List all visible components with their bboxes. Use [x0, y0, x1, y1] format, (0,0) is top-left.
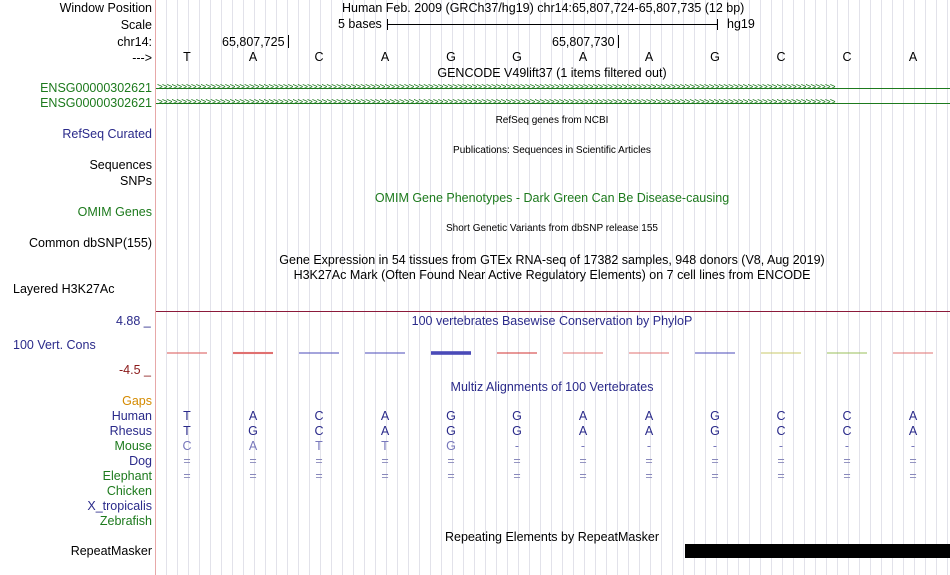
alignment-base: -	[910, 439, 916, 453]
strand-chevrons: >>>>>>>>>>>>>>>>>>>>>>>>>>>>>>>>>>>>>>>>>>>>>>>>>>>>>>>>>>>>>>>>>>>>>>>>>>>>>>>>>>>>>>>>>>>>>>>>>>>>>>>>>>>>>>>>>>>>>>>>>>>>>>>>>>>>>>>>>>>>	[157, 83, 835, 93]
alignment-base: -	[712, 439, 718, 453]
alignment-base: C	[314, 424, 324, 438]
scale-bar	[387, 24, 718, 25]
alignment-base: T	[381, 439, 389, 453]
alignment-base: =	[579, 454, 587, 468]
alignment-base: C	[776, 424, 786, 438]
alignment-base: =	[513, 454, 521, 468]
repeat-title: Repeating Elements by RepeatMasker	[444, 530, 660, 544]
alignment-base: A	[578, 424, 588, 438]
base-letter: A	[644, 50, 654, 64]
sequences-label[interactable]: Sequences	[89, 158, 152, 172]
alignment-base: =	[381, 469, 389, 483]
species-label-dog[interactable]: Dog	[129, 454, 152, 468]
alignment-base: =	[249, 454, 257, 468]
alignment-base: =	[777, 469, 785, 483]
alignment-base: G	[512, 409, 522, 423]
pubs-title: Publications: Sequences in Scientific Articles	[453, 145, 651, 156]
dbsnp-title: Short Genetic Variants from dbSNP release 155	[446, 223, 658, 234]
phylop-bar	[431, 351, 471, 355]
alignment-base: =	[579, 469, 587, 483]
alignment-base: G	[248, 424, 258, 438]
cons-label[interactable]: 100 Vert. Cons	[13, 338, 96, 352]
alignment-base: =	[249, 469, 257, 483]
alignment-base: A	[380, 409, 390, 423]
alignment-base: =	[315, 469, 323, 483]
alignment-base: A	[248, 409, 258, 423]
strand-chevrons: >>>>>>>>>>>>>>>>>>>>>>>>>>>>>>>>>>>>>>>>>>>>>>>>>>>>>>>>>>>>>>>>>>>>>>>>>>>>>>>>>>>>>>>>>>>>>>>>>>>>>>>>>>>>>>>>>>>>>>>>>>>>>>>>>>>>>>>>>>>>	[157, 98, 835, 108]
alignment-base: =	[909, 454, 917, 468]
alignment-base: C	[314, 409, 324, 423]
alignment-base: G	[512, 424, 522, 438]
base-letter: A	[908, 50, 918, 64]
coord-1: 65,807,725	[222, 35, 285, 49]
alignment-base: C	[776, 409, 786, 423]
omim-label[interactable]: OMIM Genes	[77, 205, 152, 219]
cons-min: -4.5 _	[119, 363, 151, 377]
phylop-bar	[365, 353, 405, 354]
phylop-bar	[563, 353, 603, 354]
alignment-base: =	[315, 454, 323, 468]
alignment-base: =	[183, 469, 191, 483]
base-letter: T	[183, 50, 191, 64]
species-label-elephant[interactable]: Elephant	[102, 469, 152, 483]
refseq-title: RefSeq genes from NCBI	[495, 115, 609, 126]
h3k27ac-title: H3K27Ac Mark (Often Found Near Active Regulatory Elements) on 7 cell lines from ENCODE	[293, 268, 811, 282]
repeat-label[interactable]: RepeatMasker	[70, 544, 152, 558]
base-letter: G	[512, 50, 522, 64]
phylop-bar	[827, 353, 867, 354]
base-letter: A	[380, 50, 390, 64]
phylop-bar	[695, 353, 735, 354]
alignment-base: =	[843, 469, 851, 483]
alignment-base: =	[447, 469, 455, 483]
alignment-base: A	[578, 409, 588, 423]
chrom-label: chr14:	[117, 35, 152, 49]
omim-title: OMIM Gene Phenotypes - Dark Green Can Be Disease-causing	[374, 191, 730, 205]
species-label-human[interactable]: Human	[111, 409, 152, 423]
alignment-base: A	[248, 439, 258, 453]
alignment-base: G	[710, 409, 720, 423]
phylop-bar	[893, 353, 933, 354]
refseq-label[interactable]: RefSeq Curated	[62, 127, 152, 141]
alignment-base: A	[908, 424, 918, 438]
alignment-base: C	[842, 409, 852, 423]
repeat-element[interactable]	[685, 544, 950, 558]
alignment-base: =	[711, 454, 719, 468]
alignment-base: G	[446, 409, 456, 423]
alignment-base: =	[381, 454, 389, 468]
base-letter: C	[842, 50, 852, 64]
alignment-base: -	[514, 439, 520, 453]
alignment-base: G	[710, 424, 720, 438]
alignment-base: G	[446, 439, 456, 453]
alignment-base: -	[580, 439, 586, 453]
gene-label-1[interactable]: ENSG00000302621	[40, 81, 152, 95]
base-letter: G	[710, 50, 720, 64]
scale-label: Scale	[120, 18, 152, 32]
alignment-base: =	[711, 469, 719, 483]
scale-bar-right-tick	[717, 19, 718, 30]
species-label-rhesus[interactable]: Rhesus	[109, 424, 152, 438]
alignment-base: A	[644, 409, 654, 423]
alignment-base: -	[646, 439, 652, 453]
alignment-base: =	[909, 469, 917, 483]
base-letter: A	[248, 50, 258, 64]
alignment-base: T	[315, 439, 323, 453]
base-letter: C	[314, 50, 324, 64]
phylop-plot	[0, 340, 950, 365]
base-letter: G	[446, 50, 456, 64]
alignment-base: A	[644, 424, 654, 438]
phylop-bar	[497, 353, 537, 354]
alignment-base: T	[183, 409, 191, 423]
scale-bar-label: 5 bases	[338, 17, 382, 31]
alignment-base: =	[447, 454, 455, 468]
base-letter: C	[776, 50, 786, 64]
h3k27ac-label[interactable]: Layered H3K27Ac	[13, 282, 115, 296]
scale-bar-left-tick	[387, 19, 388, 30]
scale-assembly: hg19	[727, 17, 755, 31]
gaps-label[interactable]: Gaps	[122, 394, 152, 408]
alignment-base: =	[645, 454, 653, 468]
gene-label-2[interactable]: ENSG00000302621	[40, 96, 152, 110]
gene-track-1[interactable]	[156, 83, 950, 93]
alignment-base: C	[842, 424, 852, 438]
phylop-bar	[299, 353, 339, 354]
cons-title: 100 vertebrates Basewise Conservation by PhyloP	[411, 314, 693, 328]
species-label-mouse[interactable]: Mouse	[114, 439, 152, 453]
alignment-base: =	[777, 454, 785, 468]
window-position-value: Human Feb. 2009 (GRCh37/hg19) chr14:65,807,724-65,807,735 (12 bp)	[342, 1, 745, 15]
base-letter: A	[578, 50, 588, 64]
window-position-label: Window Position	[59, 1, 152, 15]
dbsnp-label[interactable]: Common dbSNP(155)	[29, 236, 152, 250]
alignment-base: A	[908, 409, 918, 423]
phylop-bar	[761, 353, 801, 354]
strand-label: --->	[132, 51, 152, 65]
alignment-base: A	[380, 424, 390, 438]
alignment-base: -	[844, 439, 850, 453]
alignment-base: =	[183, 454, 191, 468]
coord-2: 65,807,730	[552, 35, 615, 49]
species-label-chicken[interactable]: Chicken	[106, 484, 152, 498]
alignment-base: =	[645, 469, 653, 483]
snps-label[interactable]: SNPs	[120, 174, 152, 188]
alignment-base: C	[182, 439, 192, 453]
species-label-x_tropicalis[interactable]: X_tropicalis	[87, 499, 152, 513]
coord-1-tick	[288, 35, 289, 48]
alignment-base: G	[446, 424, 456, 438]
multiz-title: Multiz Alignments of 100 Vertebrates	[450, 380, 654, 394]
phylop-bar	[167, 352, 207, 353]
gtex-title: Gene Expression in 54 tissues from GTEx RNA-seq of 17382 samples, 948 donors (V8, Aug 2019)	[279, 253, 825, 267]
phylop-bar	[629, 353, 669, 354]
alignment-base: =	[513, 469, 521, 483]
gene-track-2[interactable]	[156, 98, 950, 108]
alignment-base: =	[843, 454, 851, 468]
phylop-bar	[233, 352, 273, 354]
h3k27ac-baseline	[156, 311, 950, 312]
species-label-zebrafish[interactable]: Zebrafish	[99, 514, 152, 528]
alignment-base: T	[183, 424, 191, 438]
coord-2-tick	[618, 35, 619, 48]
cons-max: 4.88 _	[116, 314, 151, 328]
gencode-title: GENCODE V49lift37 (1 items filtered out)	[437, 66, 667, 80]
alignment-base: -	[778, 439, 784, 453]
